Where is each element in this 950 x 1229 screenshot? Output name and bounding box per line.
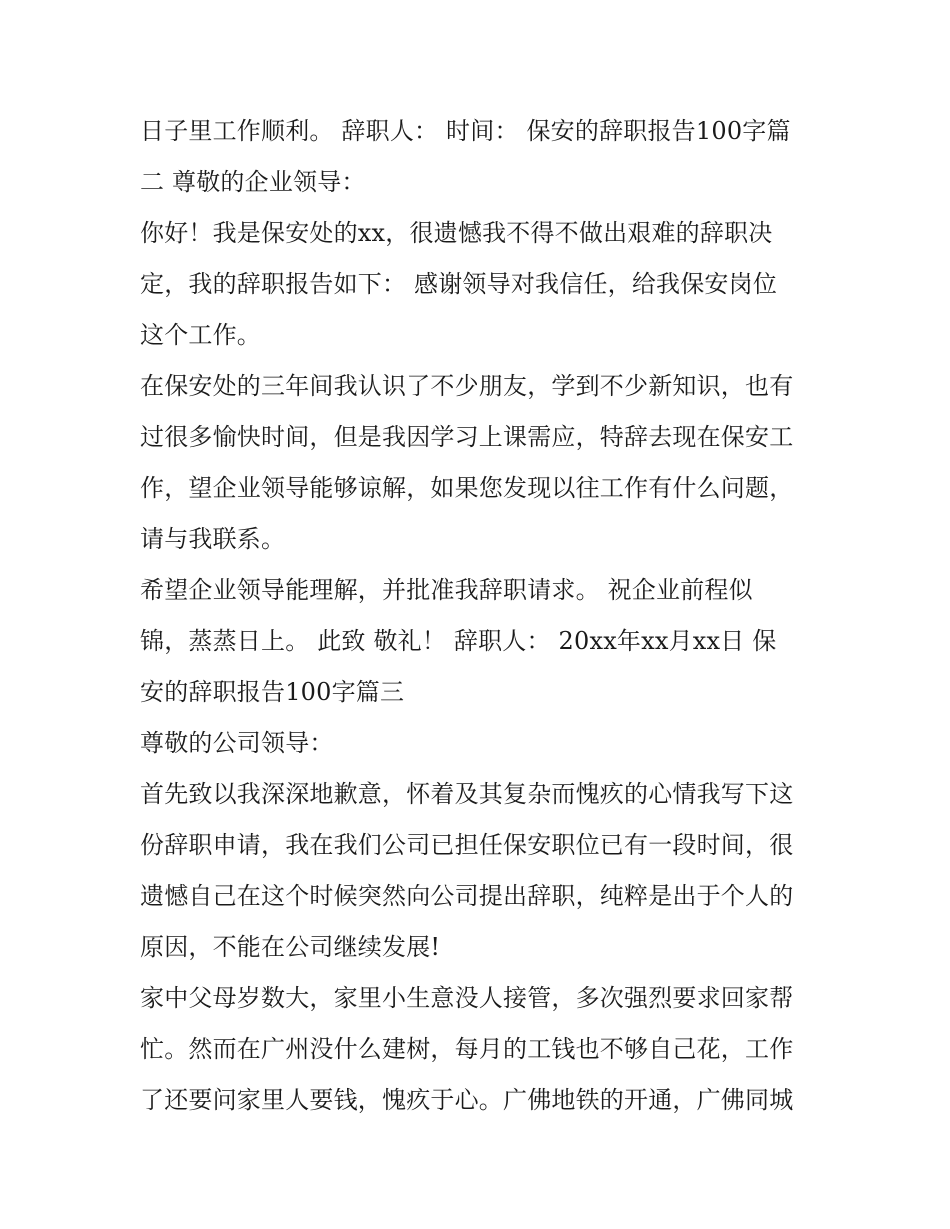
text-line: 遗憾自己在这个时候突然向公司提出辞职，纯粹是出于个人的	[140, 882, 794, 910]
text-line: 二 尊敬的企业领导：	[140, 168, 366, 196]
text-line: 尊敬的公司领导：	[140, 729, 334, 757]
text-line: 了还要问家里人要钱，愧疚于心。广佛地铁的开通，广佛同城	[140, 1086, 794, 1114]
text-line: 这个工作。	[140, 321, 261, 349]
text-line: 家中父母岁数大，家里小生意没人接管，多次强烈要求回家帮	[140, 984, 794, 1012]
text-line: 首先致以我深深地歉意，怀着及其复杂而愧疚的心情我写下这	[140, 780, 794, 808]
text-line: 忙。然而在广州没什么建树，每月的工钱也不够自己花，工作	[140, 1035, 794, 1063]
text-line: 你好！我是保安处的xx，很遗憾我不得不做出艰难的辞职决	[140, 219, 773, 247]
document-body	[140, 106, 820, 1126]
text-line: 请与我联系。	[140, 525, 286, 553]
text-line: 希望企业领导能理解，并批准我辞职请求。 祝企业前程似	[140, 576, 753, 604]
text-line: 定，我的辞职报告如下： 感谢领导对我信任，给我保安岗位	[140, 270, 778, 298]
text-line: 作，望企业领导能够谅解，如果您发现以往工作有什么问题，	[140, 474, 794, 502]
text-line: 在保安处的三年间我认识了不少朋友，学到不少新知识，也有	[140, 372, 794, 400]
text-line: 过很多愉快时间，但是我因学习上课需应，特辞去现在保安工	[140, 423, 794, 451]
text-line: 份辞职申请，我在我们公司已担任保安职位已有一段时间，很	[140, 831, 794, 859]
text-line: 安的辞职报告100字篇三	[140, 678, 405, 706]
text-line: 日子里工作顺利。 辞职人： 时间： 保安的辞职报告100字篇	[140, 117, 791, 145]
text-line: 原因，不能在公司继续发展!	[140, 933, 441, 961]
text-line: 锦，蒸蒸日上。 此致 敬礼！ 辞职人： 20xx年xx月xx日 保	[140, 627, 777, 655]
